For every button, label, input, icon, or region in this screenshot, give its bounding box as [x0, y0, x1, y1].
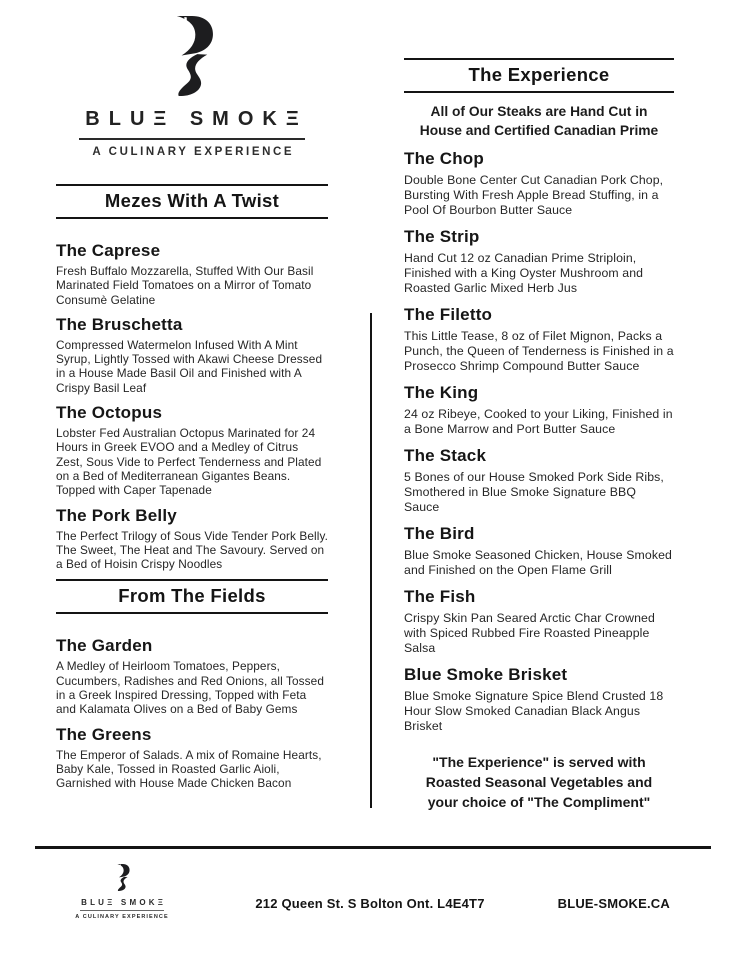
menu-item-desc: Blue Smoke Signature Spice Blend Crusted 18 Hour Slow Smoked Canadian Black Angus Brisket — [404, 689, 664, 733]
menu-item-king — [404, 383, 674, 437]
menu-item-name: The Bird — [404, 524, 475, 543]
footer-brand-name: BLUΞ SMOKΞ — [81, 898, 167, 907]
experience-note-line: "The Experience" is served with — [432, 754, 646, 770]
menu-item-fish — [404, 587, 674, 656]
menu-item-name: Blue Smoke Brisket — [404, 665, 568, 684]
section-title-mezes: Mezes With A Twist — [56, 184, 328, 219]
menu-item-desc: 24 oz Ribeye, Cooked to your Liking, Finished in a Bone Marrow and Port Butter Sauce — [404, 407, 673, 436]
menu-item-desc: Compressed Watermelon Infused With A Mint Syrup, Lightly Tossed with Akawi Cheese Dressed in a House Made Basil Oil and Finished with A Crispy Basil Leaf — [56, 337, 323, 395]
menu-item-desc: Double Bone Center Cut Canadian Pork Chop, Bursting With Fresh Apple Bread Stuffing, in a Pool Of Bourbon Butter Sauce — [404, 173, 664, 217]
menu-item-name: The Stack — [404, 446, 487, 465]
menu-item-name: The Strip — [404, 227, 480, 246]
footer-divider — [35, 846, 711, 849]
menu-item-chop — [404, 149, 674, 218]
menu-item-greens — [56, 725, 328, 791]
menu-item-desc: 5 Bones of our House Smoked Pork Side Ribs, Smothered in Blue Smoke Signature BBQ Sauce — [404, 470, 664, 514]
menu-item-desc: Fresh Buffalo Mozzarella, Stuffed With Our Basil Marinated Field Tomatoes on a Mirror of Tomato Consumè Gelatine — [56, 264, 314, 307]
right-column — [404, 58, 674, 812]
left-column — [56, 0, 328, 791]
experience-intro-line: All of Our Steaks are Hand Cut in — [430, 104, 648, 119]
menu-item-desc: Blue Smoke Seasoned Chicken, House Smoked and Finished on the Open Flame Grill — [404, 548, 672, 577]
menu-item-brisket — [404, 665, 674, 734]
menu-item-desc: A Medley of Heirloom Tomatoes, Peppers, Cucumbers, Radishes and Red Onions, all Tossed in a Greek Inspired Dressing, Topped with Feta and Kalamata Olives on a Bed of Baby Gems — [56, 659, 324, 717]
experience-intro-line: House and Certified Canadian Prime — [419, 123, 659, 138]
menu-item-stack — [404, 446, 674, 515]
menu-item-pork-belly — [56, 506, 328, 572]
section-mezes — [56, 241, 328, 571]
menu-item-desc: Crispy Skin Pan Seared Arctic Char Crowned with Spiced Rubbed Fire Roasted Pineapple Salsa — [404, 611, 655, 655]
menu-item-octopus — [56, 403, 328, 497]
blue-smoke-logo-icon — [113, 864, 132, 891]
menu-item-name: The Caprese — [56, 241, 161, 260]
menu-item-desc: The Perfect Trilogy of Sous Vide Tender Pork Belly. The Sweet, The Heat and The Savoury. Served on a Bed of Hoisin Crispy Noodles — [56, 528, 328, 572]
menu-item-name: The Filetto — [404, 305, 493, 324]
section-title-fields: From The Fields — [56, 579, 328, 614]
experience-note-line: your choice of "The Compliment" — [427, 794, 651, 810]
menu-item-caprese — [56, 241, 328, 307]
menu-item-desc: Hand Cut 12 oz Canadian Prime Striploin, Finished with a King Oyster Mushroom and Roasted Garlic Mixed Herb Jus — [404, 251, 644, 295]
section-title-experience: The Experience — [404, 58, 674, 93]
menu-item-filetto — [404, 305, 674, 374]
experience-note-line: Roasted Seasonal Vegetables and — [425, 774, 653, 790]
brand-tagline: A CULINARY EXPERIENCE — [92, 146, 295, 158]
menu-item-name: The Pork Belly — [56, 505, 177, 525]
footer-website: BLUE-SMOKE.CA — [557, 896, 670, 911]
menu-item-strip — [404, 227, 674, 296]
experience-intro — [404, 102, 674, 140]
menu-item-bird — [404, 524, 674, 578]
menu-item-name: The Greens — [56, 724, 152, 744]
menu-item-desc: This Little Tease, 8 oz of Filet Mignon, Packs a Punch, the Queen of Tenderness is Finished in a Prosecco Shrimp Compound Butter Sauce — [404, 329, 674, 373]
footer-address: 212 Queen St. S Bolton Ont. L4E4T7 — [255, 896, 485, 911]
menu-item-bruschetta — [56, 315, 328, 395]
menu-item-desc: The Emperor of Salads. A mix of Romaine Hearts, Baby Kale, Tossed in Roasted Garlic Aioli, Garnished with House Made Chicken Bacon — [56, 747, 322, 791]
footer-brand-tagline: A CULINARY EXPERIENCE — [75, 914, 169, 920]
blue-smoke-logo-icon — [163, 16, 221, 96]
footer-brand — [70, 864, 174, 920]
menu-item-name: The Garden — [56, 636, 153, 656]
menu-item-garden — [56, 636, 328, 716]
menu-item-name: The Fish — [404, 587, 476, 606]
brand-name: BLUΞ SMOKΞ — [85, 108, 308, 130]
brand-divider — [79, 138, 305, 140]
menu-item-name: The Chop — [404, 149, 484, 168]
experience-note — [404, 752, 674, 812]
column-divider — [370, 313, 372, 808]
section-fields — [56, 636, 328, 790]
footer-brand-divider — [80, 910, 164, 911]
menu-item-name: The Octopus — [56, 403, 163, 423]
menu-item-name: The Bruschetta — [56, 314, 183, 334]
menu-item-name: The King — [404, 383, 479, 402]
menu-item-desc: Lobster Fed Australian Octopus Marinated for 24 Hours in Greek EVOO and a Medley of Citrus Zest, Sous Vide to Perfect Tenderness and Plated on a Bed of Mediterranean Gigantes Beans. Topped with Caper Tapenade — [56, 426, 322, 498]
brand-header — [56, 0, 328, 158]
